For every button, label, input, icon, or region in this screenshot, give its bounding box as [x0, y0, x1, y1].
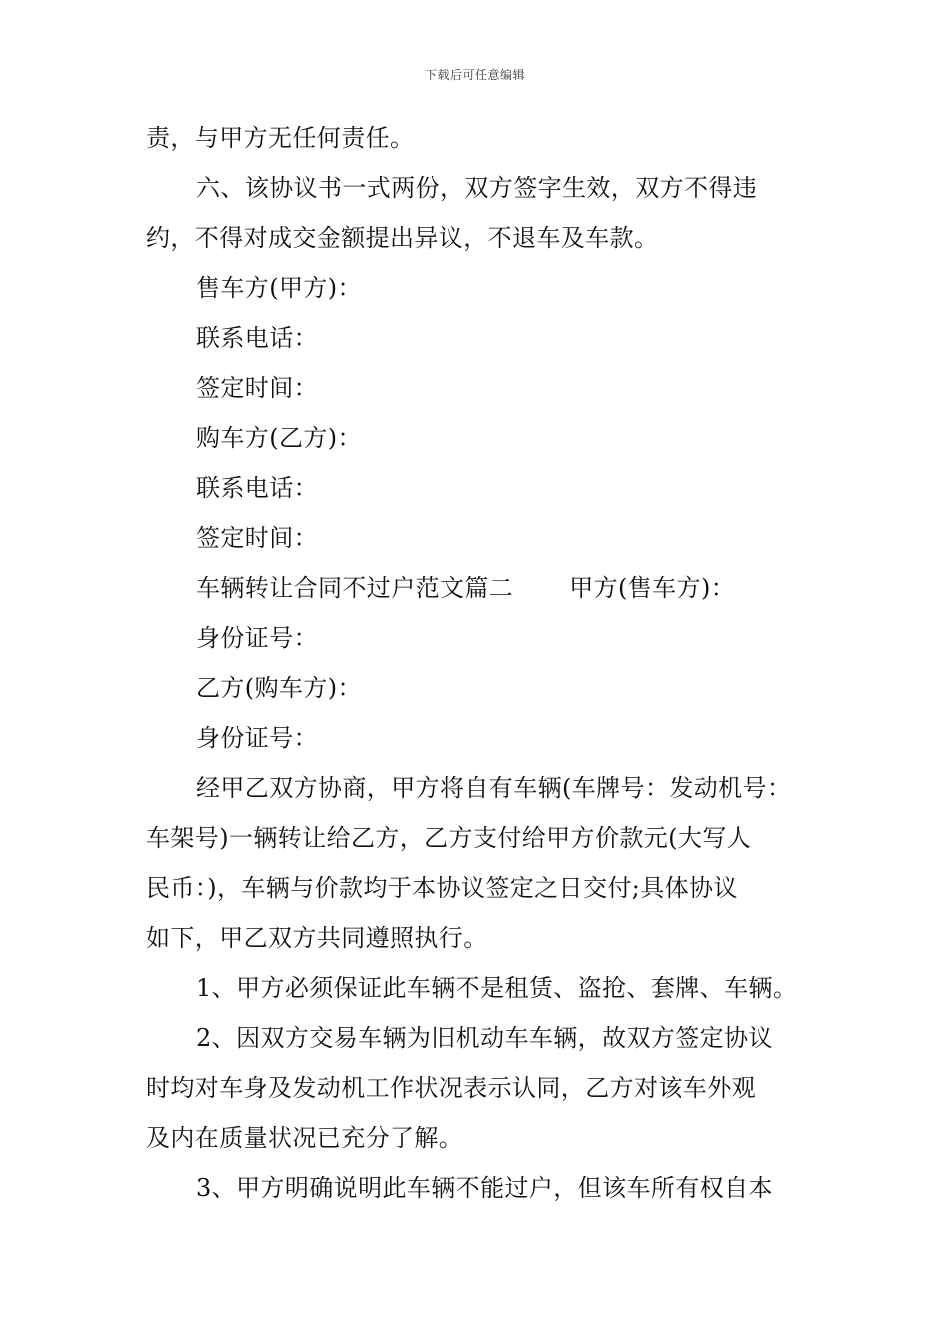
- text-line: 及内在质量状况已充分了解。: [146, 1124, 464, 1152]
- text-line: 责，与甲方无任何责任。: [146, 124, 415, 152]
- text-line: 六、该协议书一式两份，双方签字生效，双方不得违: [196, 174, 758, 202]
- text-line: 约，不得对成交金额提出异议，不退车及车款。: [146, 224, 659, 252]
- buyer-date-label: 签定时间：: [196, 524, 318, 552]
- buyer-label: 购车方(乙方)：: [196, 424, 362, 452]
- party-a-id-label: 身份证号：: [196, 624, 318, 652]
- document-body: [146, 126, 816, 1226]
- section-title-line: [146, 576, 816, 626]
- text-line: 经甲乙双方协商，甲方将自有车辆(车牌号：发动机号：: [196, 774, 792, 802]
- clause-2: 2、因双方交易车辆为旧机动车车辆，故双方签定协议: [196, 1024, 773, 1052]
- clause-1: 1、甲方必须保证此车辆不是租赁、盗抢、套牌、车辆。: [196, 974, 798, 1002]
- clause-3: 3、甲方明确说明此车辆不能过户，但该车所有权自本: [196, 1174, 773, 1202]
- page-header: 下载后可任意编辑: [424, 68, 525, 82]
- seller-phone-label: 联系电话：: [196, 324, 318, 352]
- text-line: 如下，甲乙双方共同遵照执行。: [146, 924, 488, 952]
- text-line: 民币：)，车辆与价款均于本协议签定之日交付;具体协议: [146, 874, 738, 902]
- party-b-id-label: 身份证号：: [196, 724, 318, 752]
- seller-label: 售车方(甲方)：: [196, 274, 362, 302]
- party-a-label: 甲方(售车方)：: [569, 574, 736, 602]
- buyer-phone-label: 联系电话：: [196, 474, 318, 502]
- seller-date-label: 签定时间：: [196, 374, 318, 402]
- section-title: 车辆转让合同不过户范文篇二: [196, 574, 514, 602]
- text-line: 车架号)一辆转让给乙方，乙方支付给甲方价款元(大写人: [146, 824, 752, 852]
- party-b-label: 乙方(购车方)：: [196, 674, 362, 702]
- text-line: 时均对车身及发动机工作状况表示认同，乙方对该车外观: [146, 1074, 756, 1102]
